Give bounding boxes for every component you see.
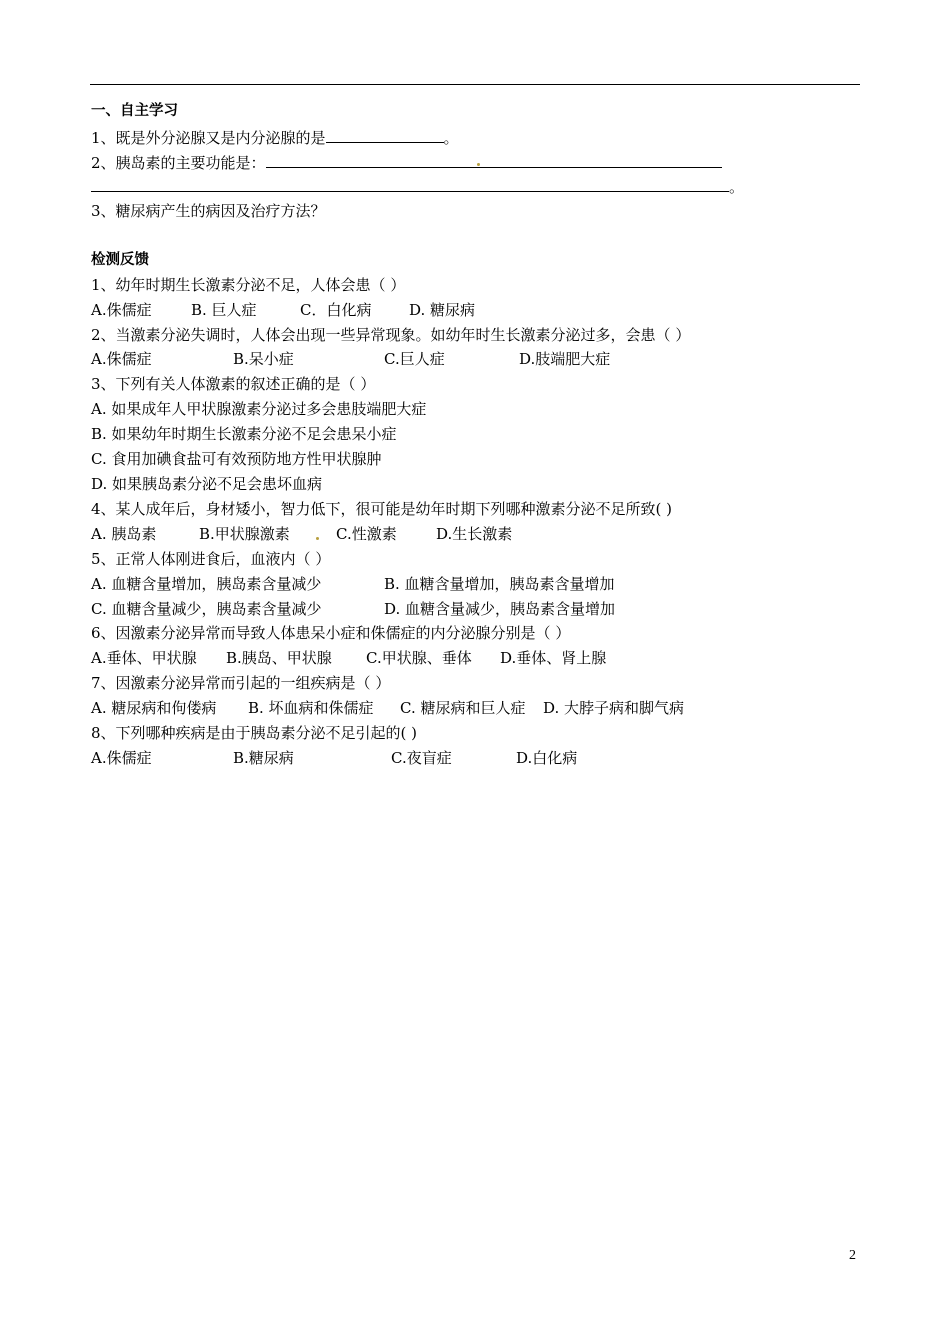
- option: C.夜盲症: [391, 749, 452, 767]
- option: D.白化病: [516, 749, 578, 767]
- option-row: [91, 301, 791, 319]
- option: B.胰岛、甲状腺: [226, 649, 332, 667]
- header-rule: [90, 84, 860, 85]
- option: A.侏儒症: [91, 350, 152, 368]
- option-row: [91, 600, 791, 618]
- option: A. 血糖含量增加，胰岛素含量减少: [91, 575, 322, 593]
- question-stem: 3、下列有关人体激素的叙述正确的是（ ）: [91, 375, 376, 393]
- option: A. 糖尿病和佝偻病: [91, 699, 217, 717]
- option: C．白化病: [300, 301, 372, 319]
- scan-speck: [316, 537, 319, 540]
- option: B. 如果幼年时期生长激素分泌不足会患呆小症: [91, 425, 397, 443]
- option: C.性激素: [336, 525, 397, 543]
- option: B. 巨人症: [191, 301, 257, 319]
- answer-blank: [266, 152, 722, 168]
- option-row: [91, 649, 791, 667]
- question-1-end: 。: [443, 129, 459, 147]
- option: C. 血糖含量减少，胰岛素含量减少: [91, 600, 322, 618]
- option: D.垂体、肾上腺: [500, 649, 607, 667]
- answer-blank: [91, 176, 729, 192]
- option: A.垂体、甲状腺: [91, 649, 197, 667]
- option-row: [91, 525, 791, 543]
- question-stem: 4、某人成年后，身材矮小，智力低下，很可能是幼年时期下列哪种激素分泌不足所致( ): [91, 500, 673, 518]
- option: C.巨人症: [384, 350, 445, 368]
- section-title-self-study: 一、自主学习: [91, 103, 178, 119]
- option: D.生长激素: [436, 525, 513, 543]
- answer-blank: [326, 127, 444, 143]
- question-2-text: 2、胰岛素的主要功能是：: [91, 154, 266, 172]
- option-row: [91, 699, 851, 717]
- option: B.糖尿病: [233, 749, 294, 767]
- option: D. 血糖含量减少，胰岛素含量增加: [384, 600, 616, 618]
- page-number: 2: [849, 1248, 856, 1263]
- option: A.侏儒症: [91, 749, 152, 767]
- question-2-end: 。: [729, 178, 745, 196]
- question-stem: 2、当激素分泌失调时，人体会出现一些异常现象。如幼年时生长激素分泌过多，会患（ ）: [91, 326, 691, 344]
- option: B.呆小症: [233, 350, 294, 368]
- question-stem: 1、幼年时期生长激素分泌不足，人体会患（ ）: [91, 276, 406, 294]
- option-row: [91, 749, 791, 767]
- option: A.侏儒症: [91, 301, 152, 319]
- option: C. 食用加碘食盐可有效预防地方性甲状腺肿: [91, 450, 382, 468]
- question-3: 3、糖尿病产生的病因及治疗方法？: [91, 202, 326, 220]
- question-1-text: 1、既是外分泌腺又是内分泌腺的是: [91, 129, 326, 147]
- option: B. 坏血病和侏儒症: [248, 699, 374, 717]
- option: B. 血糖含量增加，胰岛素含量增加: [384, 575, 615, 593]
- option: B.甲状腺激素: [199, 525, 290, 543]
- option-row: [91, 575, 791, 593]
- option: D. 如果胰岛素分泌不足会患坏血病: [91, 475, 323, 493]
- option: D.肢端肥大症: [519, 350, 611, 368]
- question-stem: 5、正常人体刚进食后，血液内（ ）: [91, 550, 331, 568]
- question-2: [91, 152, 722, 172]
- option: D. 大脖子病和脚气病: [543, 699, 685, 717]
- question-stem: 8、下列哪种疾病是由于胰岛素分泌不足引起的( ): [91, 724, 418, 742]
- section-title-feedback: 检测反馈: [91, 252, 149, 268]
- option-row: [91, 350, 791, 368]
- question-1: [91, 127, 459, 147]
- option: C. 糖尿病和巨人症: [400, 699, 526, 717]
- question-stem: 7、因激素分泌异常而引起的一组疾病是（ ）: [91, 674, 391, 692]
- option: A. 胰岛素: [91, 525, 157, 543]
- option: C.甲状腺、垂体: [366, 649, 472, 667]
- question-2-continued: [91, 176, 744, 196]
- option: A. 如果成年人甲状腺激素分泌过多会患肢端肥大症: [91, 400, 427, 418]
- option: D. 糖尿病: [409, 301, 476, 319]
- question-stem: 6、因激素分泌异常而导致人体患呆小症和侏儒症的内分泌腺分别是（ ）: [91, 624, 571, 642]
- scan-speck: [477, 163, 480, 166]
